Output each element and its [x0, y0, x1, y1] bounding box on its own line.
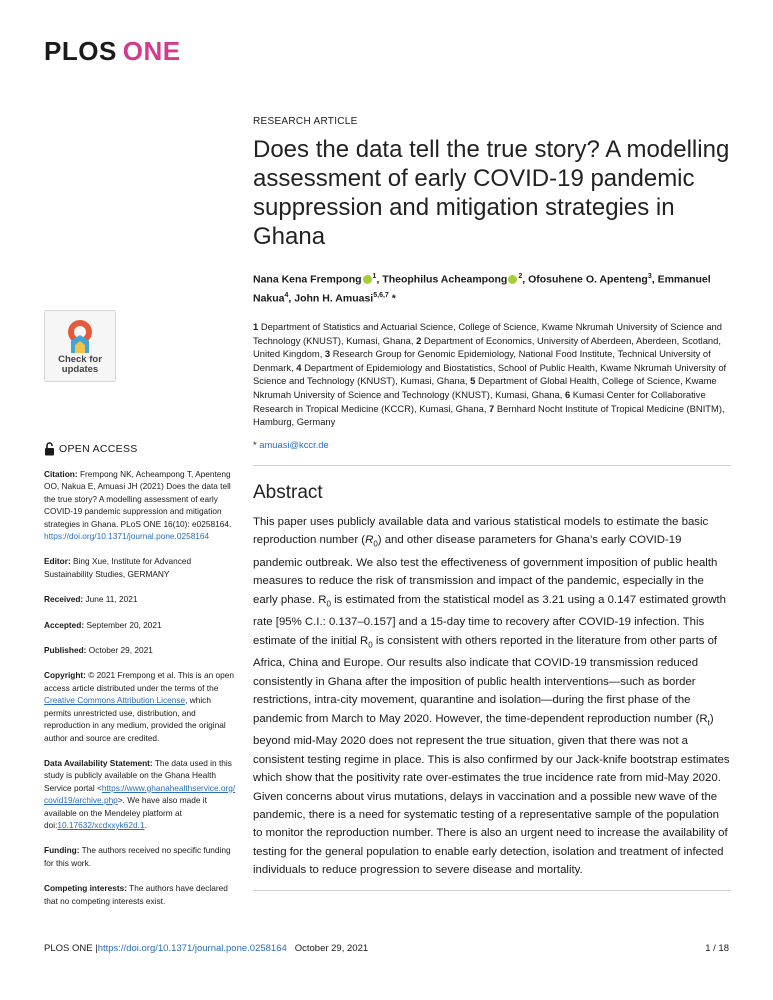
affil-text: Bernhard Nocht Institute of Tropical Medicine (BNITM), Hamburg, Germany	[253, 402, 725, 428]
abstract-subscript: 0	[326, 598, 331, 608]
orcid-icon[interactable]	[508, 275, 517, 284]
copyright-label: Copyright:	[44, 670, 86, 681]
affil-text: Department of Statistics and Actuarial Science, College of Science, Kwame Nkrumah University of Science and Technology (KNUST), Kumasi, Ghana,	[253, 321, 722, 346]
author-affil-sup: 5,6,7	[373, 291, 389, 299]
logo-one: ONE	[122, 36, 181, 66]
author-affil-sup: 3	[647, 273, 652, 280]
corresponding-author	[253, 439, 731, 450]
abstract-heading: Abstract	[253, 481, 323, 503]
abstract-part: ) beyond mid-May 2020 does not represent the true situation, given that there was not a consistent testing regime in place. This is also confirmed by our Jack-knife bootstrap estimates which show that the positivity rate over-estimates the true incidence rate from mid-May 2020. Given concerns about virus mutations, delays in vaccination and a possible new wave of the pandemic, there is a need for systematic testing of a representative sample of the population to monitor the reproduction number. There is also an urgent need to increase the availability of testing for the general population to enable early detection, isolation and treatment of infected individuals to reduce progression to severe disease and mortality.	[253, 712, 730, 877]
copyright	[44, 669, 236, 743]
author-affil-sup: 2	[518, 273, 523, 280]
open-access-label: OPEN ACCESS	[59, 442, 138, 455]
citation-text: Frempong NK, Acheampong T, Apenteng OO, Nakua E, Amuasi JH (2021) Does the data tell the true story? A modelling assessment of early COVID-19 pandemic suppression and mitigation strategies in Ghana. PLoS ONE 16(10): e0258164.	[44, 469, 232, 529]
author-list	[253, 269, 731, 306]
author-sep: *	[388, 292, 396, 304]
open-lock-icon	[44, 442, 55, 456]
received-text: June 11, 2021	[85, 594, 138, 605]
citation-label: Citation:	[44, 469, 78, 479]
logo-plos: PLOS	[44, 36, 117, 66]
received-label: Received:	[44, 594, 84, 605]
citation-doi-link[interactable]: https://doi.org/10.1371/journal.pone.0258164	[44, 531, 210, 542]
author-sep: ,	[651, 273, 658, 286]
affil-text: Research Group for Genomic Epidemiology, National Food Institute, Technical University of Denmark,	[253, 348, 711, 373]
journal-logo[interactable]	[44, 36, 181, 67]
article-title: Does the data tell the true story? A modelling assessment of early COVID-19 pandemic suppression and mitigation strategies in Ghana	[253, 136, 730, 250]
open-access	[44, 442, 236, 456]
badge-text	[45, 355, 115, 375]
author-name: Nana Kena Frempong	[253, 273, 362, 286]
funding-text: The authors received no specific funding for this work.	[44, 845, 231, 868]
author-name: Theophilus Acheampong	[382, 273, 508, 286]
check-for-updates-badge[interactable]	[44, 310, 116, 382]
accepted-label: Accepted:	[44, 619, 85, 630]
footer-date: October 29, 2021	[294, 943, 369, 954]
author-sep: ,	[288, 292, 295, 304]
abstract-part: is consistent with others reported in the literature from other parts of Africa, China and Europe. Our results also indicate that COVID-19 transmission reduced consistently in Ghana after the imposition of public health interventions—such as border restrictions, intra-city movement, quarantine and isolation—during the first phase of the pandemic from March to May 2020. However, the time-dependent reproduction number (R	[253, 634, 718, 725]
abstract-part: ) and other disease parameters for Ghana’s early COVID-19 pandemic outbreak. We also test the effectiveness of government imposition of public health measures to reduce the risk of transmission and impact of the pandemic, especially in the early phase. R	[253, 534, 718, 606]
author-1[interactable]	[253, 274, 362, 286]
article-type: RESEARCH ARTICLE	[253, 116, 358, 127]
affil-num: 2	[416, 334, 422, 346]
corresponding-mark: *	[253, 438, 257, 450]
orcid-icon[interactable]	[363, 275, 372, 284]
affil-num: 5	[470, 375, 476, 387]
author-sep: ,	[522, 273, 529, 286]
article-main	[253, 116, 731, 891]
received	[44, 593, 236, 605]
affil-text: Department of Global Health, College of Science, Kwame Nkrumah University of Science and Technology (KNUST), Kumasi, Ghana,	[253, 375, 717, 400]
author-3[interactable]	[528, 274, 648, 286]
crossmark-icon	[66, 319, 94, 353]
footer-journal: PLOS ONE	[44, 943, 93, 954]
affil-text: Kumasi Center for Collaborative Research in Tropical Medicine (KCCR), Kumasi, Ghana,	[253, 388, 706, 414]
accepted	[44, 619, 236, 631]
ghs-portal-link[interactable]: https://www.ghanahealthservice.org/covid19/archive.php	[44, 782, 236, 806]
copyright-text: , which permits unrestricted use, distribution, and reproduction in any medium, provided the original author and source are credited.	[44, 695, 226, 743]
funding-label: Funding:	[44, 845, 80, 856]
citation	[44, 468, 236, 542]
competing-interests	[44, 882, 236, 907]
mendeley-doi-link[interactable]: 10.17632/xcdxxyk62d.1	[57, 819, 145, 830]
author-5[interactable]	[294, 292, 373, 304]
abstract-symbol: R	[365, 534, 374, 547]
funding	[44, 844, 236, 869]
published	[44, 644, 236, 656]
author-2[interactable]	[382, 274, 507, 286]
author-name: John H. Amuasi	[294, 292, 374, 304]
affiliations	[253, 320, 731, 429]
editor	[44, 555, 236, 580]
affil-num: 7	[489, 402, 495, 414]
affil-num: 4	[296, 361, 302, 373]
data-availability-label: Data Availability Statement:	[44, 757, 153, 768]
abstract-subscript: 0	[368, 640, 373, 650]
data-availability-text: .	[144, 819, 147, 830]
author-affil-sup: 1	[372, 273, 377, 280]
data-availability	[44, 757, 236, 831]
footer-separator: |	[95, 943, 98, 954]
data-availability-text: >. We have also made it available on the Mendeley platform at doi:	[44, 795, 207, 830]
abstract-part: is estimated from the statistical model as 3.21 using a 0.147 estimated growth rate [95% C.I.: 0.137–0.157] and a 15-day time to recovery after COVID-19 infection. This estimate of the initial R	[253, 593, 726, 647]
affil-num: 1	[253, 321, 259, 332]
editor-text: Bing Xue, Institute for Advanced Sustainability Studies, GERMANY	[44, 556, 192, 579]
footer-doi-link[interactable]: https://doi.org/10.1371/journal.pone.0258164	[97, 943, 287, 954]
author-affil-sup: 4	[284, 291, 289, 299]
published-label: Published:	[44, 645, 87, 656]
copyright-text: © 2021 Frempong et al. This is an open access article distributed under the terms of the	[44, 670, 234, 693]
author-sep: ,	[376, 273, 383, 286]
divider	[253, 465, 731, 466]
accepted-text: September 20, 2021	[86, 619, 162, 630]
abstract-subscript: t	[707, 717, 710, 727]
affil-num: 6	[564, 388, 571, 400]
page-footer	[44, 943, 729, 954]
data-availability-text: The data used in this study is publicly available on the Ghana Health Service portal <	[44, 757, 232, 793]
badge-line-1: Check for	[58, 354, 102, 365]
page-number: 1 / 18	[705, 943, 729, 954]
affil-text: Department of Epidemiology and Biostatistics, School of Public Health, Kwame Nkrumah University of Science and Technology (KNUST), Kumasi, Ghana,	[253, 361, 727, 387]
divider	[253, 890, 731, 891]
badge-line-2: updates	[61, 364, 99, 375]
competing-interests-text: The authors have declared that no competing interests exist.	[44, 883, 228, 906]
abstract-part: This paper uses publicly available data and various statistical models to estimate the basic reproduction number (	[253, 515, 709, 547]
license-link[interactable]: Creative Commons Attribution License	[44, 695, 186, 706]
abstract-subscript: 0	[373, 539, 378, 549]
editor-label: Editor:	[44, 556, 71, 567]
published-text: October 29, 2021	[88, 645, 153, 656]
corresponding-email-link[interactable]: amuasi@kccr.de	[259, 438, 329, 450]
competing-interests-label: Competing interests:	[44, 883, 127, 894]
affil-num: 3	[324, 348, 331, 360]
author-name: Emmanuel Nakua	[253, 273, 711, 304]
abstract-text	[253, 513, 731, 880]
sidebar	[44, 442, 236, 920]
affil-text: Department of Economics, University of Aberdeen, Aberdeen, Scotland, United Kingdom,	[253, 334, 721, 360]
author-name: Ofosuhene O. Apenteng	[528, 273, 648, 286]
